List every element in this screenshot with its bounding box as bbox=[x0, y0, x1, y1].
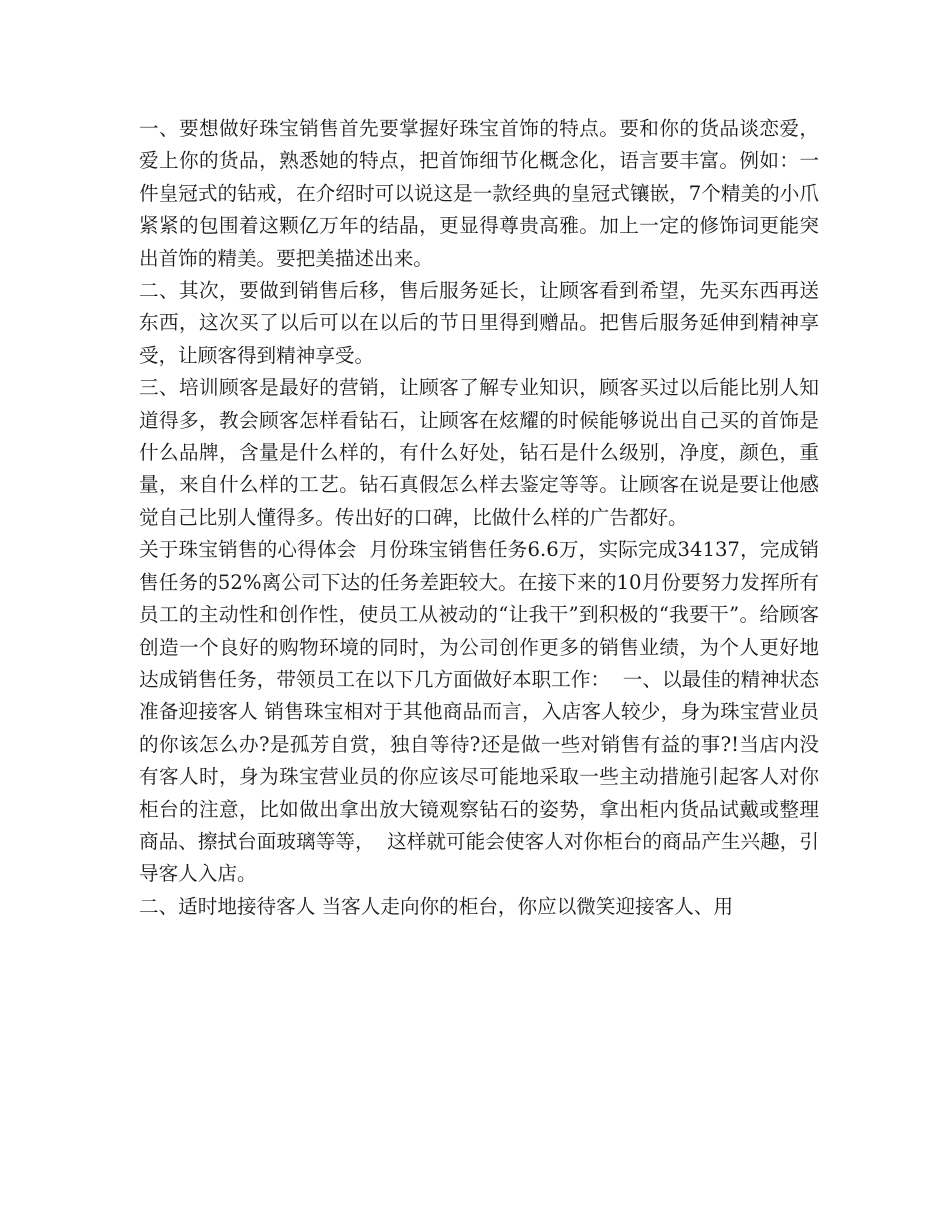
paragraph-2: 二、其次，要做到销售后移，售后服务延长，让顾客看到希望，先买东西再送东西，这次买了以后可以在以后的节日里得到赠品。把售后服务延伸到精神享受，让顾客得到精神享受。 bbox=[139, 279, 819, 367]
document-body bbox=[139, 113, 819, 923]
paragraph-5: 二、适时地接待客人 当客人走向你的柜台，你应以微笑迎接客人、用 bbox=[139, 894, 734, 918]
paragraph-1: 一、要想做好珠宝销售首先要掌握好珠宝首饰的特点。要和你的货品谈恋爱，爱上你的货品，熟悉她的特点，把首饰细节化概念化，语言要丰富。例如：一件皇冠式的钻戒，在介绍时可以说这是一款经典的皇冠式镶嵌，7个精美的小爪紧紧的包围着这颗亿万年的结晶，更显得尊贵高雅。加上一定的修饰词更能突出首饰的精美。要把美描述出来。 bbox=[139, 117, 819, 270]
paragraph-3: 三、培训顾客是最好的营销，让顾客了解专业知识，顾客买过以后能比别人知道得多，教会顾客怎样看钻石，让顾客在炫耀的时候能够说出自己买的首饰是什么品牌，含量是什么样的，有什么好处，钻石是什么级别，净度，颜色，重量，来自什么样的工艺。钻石真假怎么样去鉴定等等。让顾客在说是要让他感觉自己比别人懂得多。传出好的口碑，比做什么样的广告都好。 bbox=[139, 376, 819, 529]
paragraph-4: 关于珠宝销售的心得体会 月份珠宝销售任务6.6万，实际完成34137，完成销售任务的52%离公司下达的任务差距较大。在接下来的10月份要努力发挥所有员工的主动性和创作性，使员工从被动的“让我干”到积极的“我要干”。给顾客创造一个良好的购物环境的同时，为公司创作更多的销售业绩，为个人更好地达成销售任务，带领员工在以下几方面做好本职工作： 一、以最佳的精神状态准备迎接客人 销售珠宝相对于其他商品而言，入店客人较少，身为珠宝营业员的你该怎么办?是孤芳自赏，独自等待?还是做一些对销售有益的事?!当店内没有客人时，身为珠宝营业员的你应该尽可能地采取一些主动措施引起客人对你柜台的注意，比如做出拿出放大镜观察钻石的姿势，拿出柜内货品试戴或整理商品、擦拭台面玻璃等等， 这样就可能会使客人对你柜台的商品产生兴趣，引导客人入店。 bbox=[139, 538, 819, 886]
